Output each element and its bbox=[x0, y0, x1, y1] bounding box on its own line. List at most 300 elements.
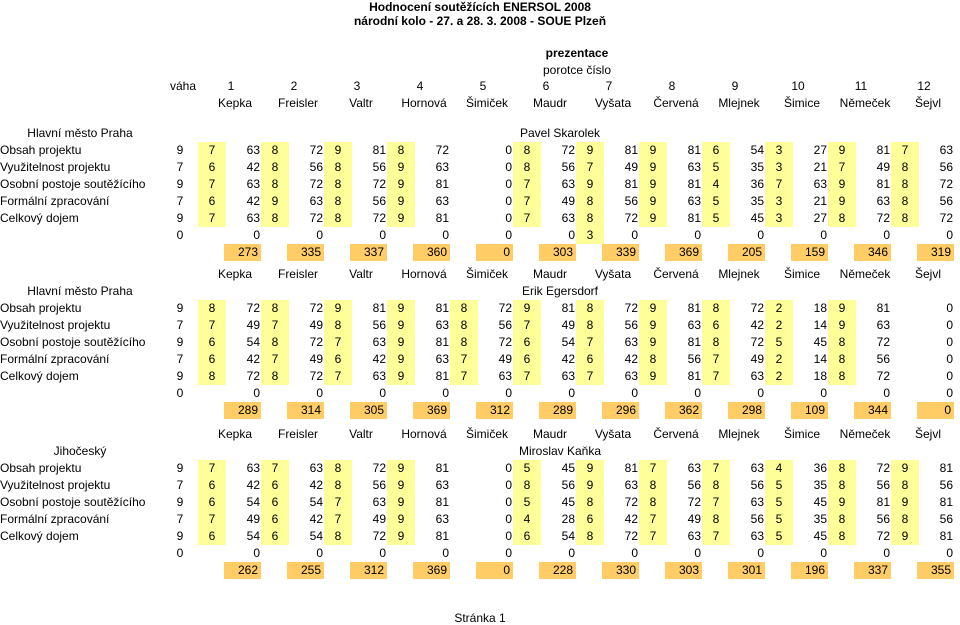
weighted-cell: 49 bbox=[309, 352, 323, 366]
juror-name: Hornová bbox=[401, 96, 447, 110]
score-cell: 8 bbox=[208, 369, 216, 383]
weighted-cell: 56 bbox=[624, 194, 638, 208]
score-cell: 9 bbox=[586, 461, 594, 475]
juror-name: Červená bbox=[653, 96, 699, 110]
weighted-cell: 63 bbox=[750, 461, 764, 475]
total-cell: 228 bbox=[552, 563, 573, 577]
total-cell: 303 bbox=[552, 245, 573, 259]
score-cell: 9 bbox=[271, 194, 279, 208]
score-cell: 7 bbox=[523, 177, 531, 191]
score-cell: 8 bbox=[901, 177, 909, 191]
weighted-cell: 49 bbox=[561, 318, 575, 332]
total-cell: 273 bbox=[237, 245, 258, 259]
weighted-cell: 35 bbox=[813, 478, 827, 492]
weighted-cell: 81 bbox=[435, 177, 449, 191]
juror-name: Kepka bbox=[217, 96, 253, 110]
weighted-cell: 0 bbox=[505, 177, 512, 191]
weighted-cell: 0 bbox=[883, 228, 890, 242]
score-cell: 9 bbox=[586, 177, 594, 191]
juror-name: Šimiček bbox=[465, 96, 508, 110]
juror-number: 11 bbox=[854, 79, 868, 93]
weighted-cell: 63 bbox=[435, 512, 449, 526]
score-cell: 8 bbox=[586, 495, 594, 509]
total-cell: 262 bbox=[237, 563, 258, 577]
score-cell: 5 bbox=[712, 194, 720, 208]
weight-value: 9 bbox=[176, 335, 184, 349]
score-cell: 5 bbox=[523, 461, 531, 475]
juror-name: Hornová bbox=[401, 267, 447, 281]
weighted-cell: 0 bbox=[316, 546, 323, 560]
weighted-cell: 42 bbox=[624, 512, 638, 526]
weighted-cell: 56 bbox=[750, 478, 764, 492]
score-cell: 7 bbox=[271, 461, 279, 475]
total-cell: 337 bbox=[363, 245, 384, 259]
weighted-cell: 0 bbox=[946, 301, 953, 315]
weighted-cell: 56 bbox=[498, 318, 512, 332]
score-cell: 9 bbox=[838, 301, 846, 315]
weighted-cell: 0 bbox=[253, 228, 260, 242]
weighted-cell: 56 bbox=[561, 160, 575, 174]
juror-name: Freisler bbox=[277, 267, 318, 281]
total-cell: 312 bbox=[363, 563, 384, 577]
weighted-cell: 56 bbox=[876, 478, 890, 492]
weighted-cell: 63 bbox=[561, 369, 575, 383]
score-cell: 6 bbox=[271, 495, 279, 509]
weighted-cell: 63 bbox=[624, 335, 638, 349]
weight-value: 9 bbox=[176, 529, 184, 543]
weighted-cell: 81 bbox=[561, 301, 575, 315]
score-cell: 5 bbox=[775, 495, 783, 509]
total-cell: 109 bbox=[804, 403, 825, 417]
score-cell: 7 bbox=[775, 177, 783, 191]
criterion-label: Celkový dojem bbox=[0, 211, 79, 225]
weighted-cell: 0 bbox=[505, 194, 512, 208]
score-cell: 8 bbox=[208, 301, 216, 315]
score-cell: 9 bbox=[397, 478, 405, 492]
total-cell: 369 bbox=[426, 403, 447, 417]
weighted-cell: 0 bbox=[505, 211, 512, 225]
score-cell: 8 bbox=[460, 318, 468, 332]
weight-value: 9 bbox=[176, 177, 184, 191]
weighted-cell: 0 bbox=[946, 386, 953, 400]
score-cell: 9 bbox=[649, 143, 657, 157]
weighted-cell: 81 bbox=[687, 211, 701, 225]
total-cell: 301 bbox=[741, 563, 762, 577]
criterion-label: Obsah projektu bbox=[0, 301, 82, 315]
weighted-cell: 42 bbox=[624, 352, 638, 366]
criterion-label: Celkový dojem bbox=[0, 529, 79, 543]
weighted-cell: 0 bbox=[442, 386, 449, 400]
criterion-label: Obsah projektu bbox=[0, 143, 82, 157]
score-cell: 2 bbox=[775, 318, 783, 332]
weight-value: 9 bbox=[176, 143, 184, 157]
total-cell: 0 bbox=[503, 563, 510, 577]
weighted-cell: 63 bbox=[435, 352, 449, 366]
score-cell: 9 bbox=[523, 301, 531, 315]
score-cell: 7 bbox=[271, 352, 279, 366]
region-label: Hlavní město Praha bbox=[27, 284, 133, 298]
score-cell: 9 bbox=[649, 177, 657, 191]
score-cell: 9 bbox=[397, 529, 405, 543]
score-cell: 6 bbox=[523, 335, 531, 349]
weighted-cell: 63 bbox=[246, 461, 260, 475]
weighted-cell: 42 bbox=[561, 352, 575, 366]
weighted-cell: 36 bbox=[750, 177, 764, 191]
total-cell: 362 bbox=[678, 403, 699, 417]
section-label: prezentace bbox=[545, 46, 609, 60]
weight-value: 0 bbox=[176, 386, 184, 400]
score-cell: 2 bbox=[775, 352, 783, 366]
weighted-cell: 0 bbox=[694, 386, 701, 400]
score-cell: 6 bbox=[208, 495, 216, 509]
weighted-cell: 63 bbox=[687, 318, 701, 332]
score-cell: 9 bbox=[397, 301, 405, 315]
weighted-cell: 72 bbox=[498, 335, 512, 349]
weighted-cell: 0 bbox=[505, 160, 512, 174]
weighted-cell: 0 bbox=[379, 546, 386, 560]
weighted-cell: 56 bbox=[939, 478, 953, 492]
score-cell: 6 bbox=[586, 512, 594, 526]
score-cell: 7 bbox=[712, 369, 720, 383]
total-cell: 339 bbox=[615, 245, 636, 259]
total-cell: 289 bbox=[237, 403, 258, 417]
score-cell: 5 bbox=[775, 512, 783, 526]
weighted-cell: 63 bbox=[309, 461, 323, 475]
weight-value: 7 bbox=[176, 512, 184, 526]
weighted-cell: 42 bbox=[246, 160, 260, 174]
score-cell: 9 bbox=[838, 318, 846, 332]
score-cell: 8 bbox=[397, 143, 405, 157]
score-cell: 7 bbox=[460, 352, 468, 366]
juror-name: Kepka bbox=[217, 427, 253, 441]
weighted-cell: 27 bbox=[813, 143, 827, 157]
score-cell: 8 bbox=[838, 352, 846, 366]
juror-name: Šimiček bbox=[465, 267, 508, 281]
score-cell: 5 bbox=[775, 335, 783, 349]
score-cell: 7 bbox=[649, 529, 657, 543]
score-cell: 7 bbox=[523, 211, 531, 225]
weighted-cell: 81 bbox=[624, 143, 638, 157]
criterion-label: Formální zpracování bbox=[0, 194, 110, 208]
criterion-label: Formální zpracování bbox=[0, 512, 110, 526]
weight-value: 0 bbox=[176, 546, 184, 560]
weighted-cell: 0 bbox=[883, 546, 890, 560]
weighted-cell: 81 bbox=[372, 301, 386, 315]
score-cell: 4 bbox=[712, 177, 720, 191]
weighted-cell: 42 bbox=[246, 478, 260, 492]
score-cell: 9 bbox=[397, 211, 405, 225]
score-cell: 8 bbox=[901, 512, 909, 526]
weighted-cell: 45 bbox=[813, 495, 827, 509]
page-title: Hodnocení soutěžících ENERSOL 2008 bbox=[369, 0, 591, 14]
score-cell: 8 bbox=[712, 512, 720, 526]
score-cell: 6 bbox=[523, 529, 531, 543]
weighted-cell: 21 bbox=[813, 160, 827, 174]
weighted-cell: 72 bbox=[939, 211, 953, 225]
score-cell: 6 bbox=[208, 160, 216, 174]
juror-name: Valtr bbox=[349, 267, 373, 281]
score-cell: 8 bbox=[838, 369, 846, 383]
weighted-cell: 45 bbox=[813, 529, 827, 543]
juror-name: Vyšata bbox=[594, 96, 632, 110]
score-cell: 6 bbox=[208, 352, 216, 366]
score-cell: 9 bbox=[397, 495, 405, 509]
score-cell: 6 bbox=[208, 478, 216, 492]
weighted-cell: 0 bbox=[568, 228, 575, 242]
region-label: Jihočeský bbox=[53, 444, 107, 458]
weighted-cell: 56 bbox=[624, 318, 638, 332]
score-cell: 9 bbox=[649, 318, 657, 332]
weighted-cell: 42 bbox=[309, 478, 323, 492]
weighted-cell: 49 bbox=[309, 318, 323, 332]
weighted-cell: 63 bbox=[372, 335, 386, 349]
score-cell: 3 bbox=[586, 228, 594, 242]
total-cell: 303 bbox=[678, 563, 699, 577]
score-cell: 7 bbox=[586, 160, 594, 174]
score-cell: 7 bbox=[649, 512, 657, 526]
weighted-cell: 54 bbox=[309, 529, 323, 543]
score-cell: 9 bbox=[838, 143, 846, 157]
juror-name: Mlejnek bbox=[718, 96, 760, 110]
weighted-cell: 72 bbox=[309, 143, 323, 157]
weighted-cell: 56 bbox=[939, 160, 953, 174]
weight-value: 7 bbox=[176, 318, 184, 332]
juror-number: 4 bbox=[416, 79, 424, 93]
weighted-cell: 63 bbox=[435, 160, 449, 174]
score-cell: 7 bbox=[838, 160, 846, 174]
score-cell: 7 bbox=[712, 352, 720, 366]
score-cell: 8 bbox=[334, 318, 342, 332]
score-cell: 9 bbox=[397, 461, 405, 475]
score-cell: 8 bbox=[586, 211, 594, 225]
juror-number: 2 bbox=[290, 79, 298, 93]
criterion-label: Celkový dojem bbox=[0, 369, 79, 383]
weighted-cell: 0 bbox=[946, 352, 953, 366]
weighted-cell: 36 bbox=[813, 461, 827, 475]
weighted-cell: 72 bbox=[309, 177, 323, 191]
weight-value: 0 bbox=[176, 228, 184, 242]
weighted-cell: 0 bbox=[946, 228, 953, 242]
weighted-cell: 63 bbox=[435, 318, 449, 332]
weighted-cell: 72 bbox=[498, 301, 512, 315]
juror-name: Valtr bbox=[349, 427, 373, 441]
score-cell: 8 bbox=[838, 461, 846, 475]
weighted-cell: 63 bbox=[876, 318, 890, 332]
weighted-cell: 49 bbox=[750, 352, 764, 366]
weighted-cell: 56 bbox=[309, 160, 323, 174]
score-cell: 8 bbox=[271, 177, 279, 191]
score-cell: 9 bbox=[838, 495, 846, 509]
weight-label: váha bbox=[169, 79, 196, 93]
score-cell: 6 bbox=[208, 194, 216, 208]
weighted-cell: 56 bbox=[372, 194, 386, 208]
weight-value: 9 bbox=[176, 369, 184, 383]
total-cell: 360 bbox=[426, 245, 447, 259]
weighted-cell: 42 bbox=[750, 318, 764, 332]
weighted-cell: 63 bbox=[687, 160, 701, 174]
score-cell: 8 bbox=[838, 512, 846, 526]
total-cell: 289 bbox=[552, 403, 573, 417]
score-cell: 7 bbox=[712, 495, 720, 509]
score-cell: 8 bbox=[523, 478, 531, 492]
weighted-cell: 0 bbox=[253, 546, 260, 560]
weighted-cell: 72 bbox=[876, 335, 890, 349]
page-footer: Stránka 1 bbox=[454, 611, 506, 625]
score-cell: 8 bbox=[334, 478, 342, 492]
weighted-cell: 63 bbox=[750, 529, 764, 543]
score-cell: 8 bbox=[271, 335, 279, 349]
evaluator-label: porotce číslo bbox=[542, 63, 612, 77]
weighted-cell: 72 bbox=[246, 301, 260, 315]
score-cell: 7 bbox=[712, 461, 720, 475]
score-cell: 8 bbox=[649, 478, 657, 492]
weighted-cell: 54 bbox=[750, 143, 764, 157]
score-cell: 7 bbox=[460, 369, 468, 383]
score-cell: 7 bbox=[271, 318, 279, 332]
weighted-cell: 49 bbox=[246, 512, 260, 526]
weighted-cell: 49 bbox=[498, 352, 512, 366]
weight-value: 9 bbox=[176, 495, 184, 509]
score-cell: 9 bbox=[838, 194, 846, 208]
weighted-cell: 0 bbox=[631, 386, 638, 400]
score-cell: 6 bbox=[334, 352, 342, 366]
competitor-name: Pavel Skarolek bbox=[519, 126, 601, 140]
score-cell: 3 bbox=[775, 194, 783, 208]
weighted-cell: 0 bbox=[505, 386, 512, 400]
weighted-cell: 0 bbox=[820, 546, 827, 560]
juror-number: 10 bbox=[791, 79, 805, 93]
score-cell: 7 bbox=[334, 512, 342, 526]
score-cell: 8 bbox=[901, 194, 909, 208]
weighted-cell: 56 bbox=[939, 512, 953, 526]
score-cell: 9 bbox=[397, 177, 405, 191]
score-cell: 8 bbox=[586, 194, 594, 208]
juror-name: Mlejnek bbox=[718, 427, 760, 441]
score-cell: 4 bbox=[523, 512, 531, 526]
juror-name: Vyšata bbox=[594, 427, 632, 441]
score-cell: 9 bbox=[838, 177, 846, 191]
juror-name: Červená bbox=[653, 427, 699, 441]
score-cell: 8 bbox=[460, 301, 468, 315]
juror-number: 8 bbox=[668, 79, 676, 93]
weighted-cell: 72 bbox=[750, 335, 764, 349]
score-cell: 9 bbox=[901, 461, 909, 475]
score-cell: 8 bbox=[334, 529, 342, 543]
juror-name: Červená bbox=[653, 267, 699, 281]
weighted-cell: 63 bbox=[435, 194, 449, 208]
weighted-cell: 35 bbox=[813, 512, 827, 526]
weighted-cell: 72 bbox=[750, 301, 764, 315]
weighted-cell: 81 bbox=[939, 495, 953, 509]
juror-number: 7 bbox=[605, 79, 613, 93]
weighted-cell: 63 bbox=[372, 369, 386, 383]
score-cell: 5 bbox=[775, 478, 783, 492]
score-cell: 8 bbox=[649, 495, 657, 509]
score-cell: 9 bbox=[586, 478, 594, 492]
weighted-cell: 0 bbox=[442, 546, 449, 560]
weighted-cell: 63 bbox=[561, 211, 575, 225]
weighted-cell: 0 bbox=[253, 386, 260, 400]
weighted-cell: 54 bbox=[561, 529, 575, 543]
total-cell: 355 bbox=[930, 563, 951, 577]
score-cell: 9 bbox=[649, 211, 657, 225]
criterion-label: Osobní postoje soutěžícího bbox=[0, 495, 146, 509]
total-cell: 159 bbox=[804, 245, 825, 259]
weighted-cell: 81 bbox=[939, 461, 953, 475]
score-cell: 6 bbox=[271, 529, 279, 543]
score-cell: 3 bbox=[775, 211, 783, 225]
weighted-cell: 63 bbox=[561, 177, 575, 191]
weighted-cell: 18 bbox=[813, 301, 827, 315]
juror-name: Maudr bbox=[532, 267, 567, 281]
weighted-cell: 0 bbox=[568, 546, 575, 560]
weight-value: 7 bbox=[176, 352, 184, 366]
juror-number: 1 bbox=[227, 79, 235, 93]
juror-name: Němeček bbox=[839, 427, 891, 441]
score-cell: 7 bbox=[208, 318, 216, 332]
score-cell: 7 bbox=[901, 143, 909, 157]
total-cell: 255 bbox=[300, 563, 321, 577]
weighted-cell: 72 bbox=[624, 529, 638, 543]
weighted-cell: 72 bbox=[939, 177, 953, 191]
score-cell: 6 bbox=[712, 143, 720, 157]
weighted-cell: 0 bbox=[505, 461, 512, 475]
criterion-label: Formální zpracování bbox=[0, 352, 110, 366]
weighted-cell: 72 bbox=[876, 461, 890, 475]
score-cell: 7 bbox=[523, 194, 531, 208]
criterion-label: Osobní postoje soutěžícího bbox=[0, 335, 146, 349]
weighted-cell: 0 bbox=[442, 228, 449, 242]
juror-number: 9 bbox=[731, 79, 739, 93]
weighted-cell: 0 bbox=[379, 386, 386, 400]
score-cell: 7 bbox=[208, 143, 216, 157]
weighted-cell: 56 bbox=[876, 512, 890, 526]
weighted-cell: 0 bbox=[316, 228, 323, 242]
weighted-cell: 0 bbox=[694, 546, 701, 560]
weighted-cell: 63 bbox=[687, 194, 701, 208]
juror-number: 5 bbox=[479, 79, 487, 93]
weighted-cell: 81 bbox=[435, 495, 449, 509]
juror-name: Šimice bbox=[783, 267, 820, 281]
weighted-cell: 0 bbox=[820, 386, 827, 400]
weighted-cell: 72 bbox=[372, 529, 386, 543]
weighted-cell: 0 bbox=[946, 335, 953, 349]
juror-name: Freisler bbox=[277, 96, 318, 110]
score-cell: 5 bbox=[712, 211, 720, 225]
weighted-cell: 81 bbox=[435, 211, 449, 225]
score-cell: 6 bbox=[586, 352, 594, 366]
weighted-cell: 0 bbox=[505, 546, 512, 560]
weighted-cell: 0 bbox=[505, 478, 512, 492]
score-cell: 7 bbox=[712, 529, 720, 543]
weighted-cell: 42 bbox=[246, 352, 260, 366]
weight-value: 9 bbox=[176, 461, 184, 475]
weighted-cell: 72 bbox=[876, 211, 890, 225]
weighted-cell: 72 bbox=[624, 211, 638, 225]
weighted-cell: 0 bbox=[505, 512, 512, 526]
weighted-cell: 81 bbox=[435, 335, 449, 349]
weighted-cell: 0 bbox=[946, 369, 953, 383]
weighted-cell: 63 bbox=[246, 211, 260, 225]
score-cell: 7 bbox=[334, 335, 342, 349]
juror-name: Valtr bbox=[349, 96, 373, 110]
weight-value: 9 bbox=[176, 211, 184, 225]
score-cell: 9 bbox=[397, 194, 405, 208]
weighted-cell: 81 bbox=[876, 143, 890, 157]
weighted-cell: 0 bbox=[316, 386, 323, 400]
weighted-cell: 72 bbox=[687, 495, 701, 509]
weighted-cell: 0 bbox=[820, 228, 827, 242]
